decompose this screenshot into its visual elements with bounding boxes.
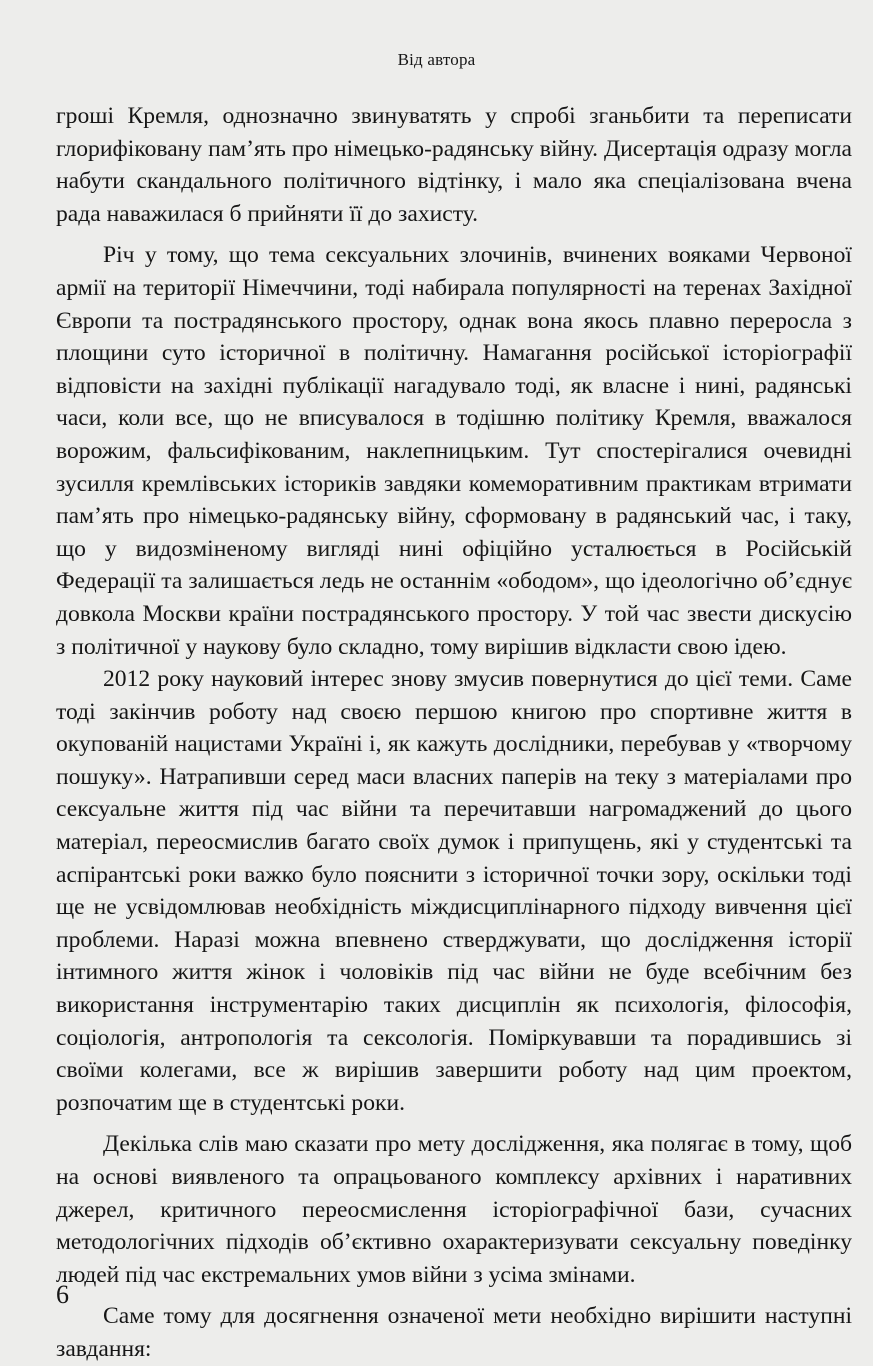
paragraph: 2012 року науковий інтерес знову змусив повернутися до цієї теми. Саме тоді закінчив роботу над своєю першою книгою про спортивне життя в окупованій нацистами Україні і, як кажуть дослідники, перебував у «творчому пошуку». Натрапивши серед маси власних паперів на теку з матеріалами про сексуальне життя під час війни та перечитавши нагромаджений до цього матеріал, переосмислив багато своїх думок і припущень, які у студентські та аспірантські роки важко було пояснити з історичної точки зору, оскільки тоді ще не усвідомлював необхідність міждисциплінарного підходу вивчення цієї проблеми. Наразі можна впевнено стверджувати, що дослідження історії інтимного життя жінок і чоловіків під час війни не буде всебічним без використання інструментарію таких дисциплін як психологія, філософія, соціологія, антропологія та сексологія. Поміркувавши та порадившись зі своїми колегами, все ж вирішив завершити роботу над цим проектом, розпочатим ще в студентські роки.	[56, 666, 852, 1116]
paragraph: Декілька слів маю сказати про мету дослідження, яка полягає в тому, щоб на основі виявленого та опрацьованого комплексу архівних і наративних джерел, критичного переосмислення історіографічної бази, сучасних методологічних підходів об’єктивно охарактеризувати сексуальну поведінку людей під час екстремальних умов війни з усіма змінами.	[56, 1131, 852, 1288]
paragraph: Річ у тому, що тема сексуальних злочинів, вчинених вояками Червоної армії на території Німеччини, тоді набирала популярності на теренах Західної Європи та пострадянського простору, однак вона якось плавно переросла з площини суто історичної в політичну. Намагання російської історіографії відповісти на західні публікації нагадувало тоді, як власне і нині, радянські часи, коли все, що не вписувалося в тодішню політику Кремля, вважалося ворожим, фальсифікованим, наклепницьким. Тут спостерігалися очевидні зусилля кремлівських істориків завдяки комеморативним практикам втримати пам’ять про німецько-радянську війну, сформовану в радянський час, і таку, що у видозміненому вигляді нині офіційно усталюється в Російській Федерації та залишається ледь не останнім «ободом», що ідеологічно об’єднує довкола Москви країни пострадянського простору. У той час звести дискусію з політичної у наукову було складно, тому вирішив відкласти свою ідею.	[56, 242, 852, 660]
paragraph-continuation: гроші Кремля, однозначно звинуватять у спробі зганьбити та переписати глорифіковану пам’ять про німецько-радянську війну. Дисертація одразу могла набути скандального політичного відтінку, і мало яка спеціалізована вчена рада наважилася б прийняти її до захисту.	[56, 103, 852, 227]
running-header: Від автора	[397, 50, 476, 69]
paragraph: Саме тому для досягнення означеної мети необхідно вирішити наступні завдання:	[56, 1303, 852, 1362]
body-text	[56, 100, 852, 1366]
page-number: 6	[56, 1280, 69, 1309]
